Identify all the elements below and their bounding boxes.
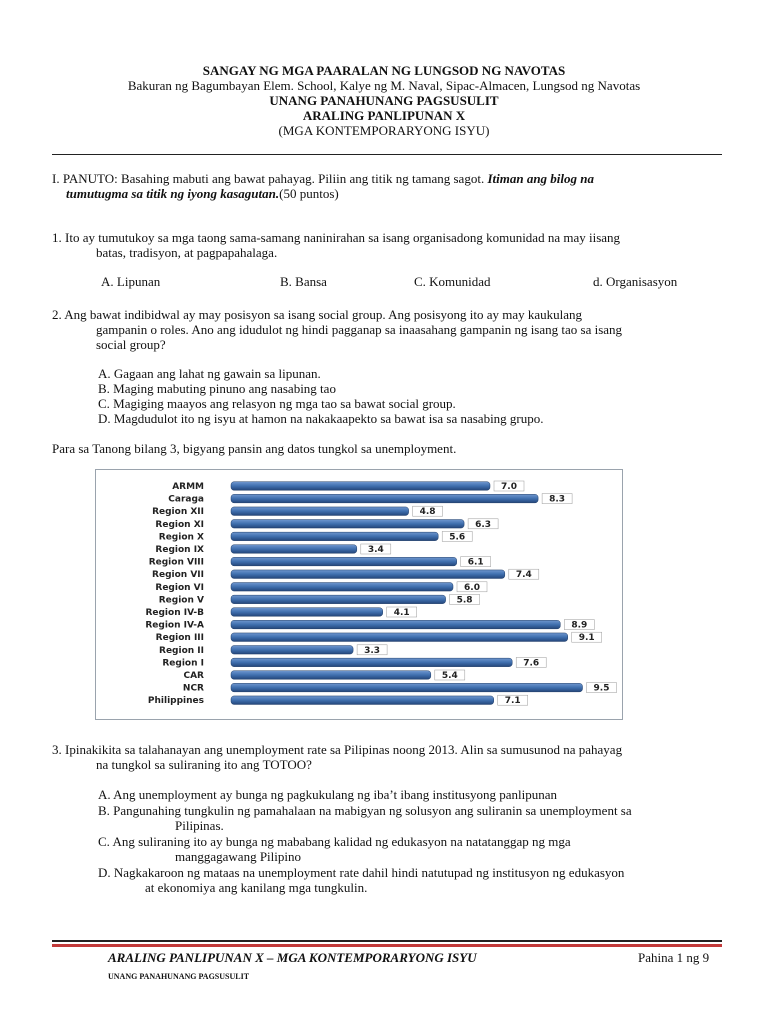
chart-category-label: Region VI xyxy=(155,582,204,593)
school-address: Bakuran ng Bagumbayan Elem. School, Kalye ng M. Naval, Sipac-Almacen, Lungsod ng Navotas xyxy=(127,78,641,93)
chart-bar xyxy=(231,658,512,667)
q3-option-b-cont: Pilipinas. xyxy=(175,818,224,833)
q1-line2: batas, tradisyon, at pagpapahalaga. xyxy=(96,245,278,260)
chart-bar xyxy=(231,570,505,579)
chart-bar xyxy=(231,557,457,566)
chart-bar xyxy=(231,696,494,705)
chart-category-label: Region VII xyxy=(152,570,204,581)
chart-data-label: 5.4 xyxy=(441,671,458,681)
page-number: Pahina 1 ng 9 xyxy=(638,950,710,965)
q2-option-d[interactable]: D. Magdudulot ito ng isyu at hamon na nakakaapekto sa bawat isa sa nasabing grupo. xyxy=(98,411,544,426)
chart-bar xyxy=(231,494,538,503)
q1-line1: 1. Ito ay tumutukoy sa mga taong sama-samang naninirahan sa isang organisadong komunidad na may iisang xyxy=(52,230,621,245)
chart-data-label: 3.3 xyxy=(364,645,381,656)
chart-category-label: Region IX xyxy=(155,545,204,555)
q3-line2: na tungkol sa suliraning ito ang TOTOO? xyxy=(96,757,312,772)
chart-category-label: Region I xyxy=(162,658,204,669)
chart-data-label: 7.4 xyxy=(515,570,532,581)
footer-rule xyxy=(52,940,722,942)
chart-category-label: Region XII xyxy=(152,507,204,518)
q3-option-c[interactable]: C. Ang suliraning ito ay bunga ng mababang kalidad ng edukasyon na natatanggap ng mga xyxy=(98,834,571,849)
chart-bar xyxy=(231,683,583,692)
instructions-emphasis-2: tumutugma sa titik ng iyong kasagutan. xyxy=(66,186,280,201)
chart-category-label: Caraga xyxy=(168,494,204,505)
chart-data-label: 6.3 xyxy=(475,519,492,530)
chart-data-label: 5.8 xyxy=(456,595,473,606)
chart-category-label: Region XI xyxy=(155,519,204,530)
chart-category-label: Region IV-B xyxy=(145,608,204,618)
q2-line2: gampanin o roles. Ano ang idudulot ng hindi pagganap sa inaasahang gampanin ng isang tao sa isang xyxy=(96,322,623,337)
exam-title: UNANG PANAHUNANG PAGSUSULIT xyxy=(269,93,499,108)
instructions xyxy=(52,171,724,186)
chart-bar xyxy=(231,671,431,680)
chart-data-label: 4.8 xyxy=(419,507,436,518)
q2-option-b[interactable]: B. Maging mabuting pinuno ang nasabing tao xyxy=(98,381,336,396)
school-division: SANGAY NG MGA PAARALAN NG LUNGSOD NG NAVOTAS xyxy=(202,63,566,78)
chart-category-label: Region X xyxy=(158,532,204,543)
chart-bar xyxy=(231,482,490,491)
chart-category-label: Region VIII xyxy=(148,557,204,568)
chart-data-label: 7.6 xyxy=(523,658,540,669)
chart-data-label: 8.9 xyxy=(571,620,588,631)
unemployment-bar-chart xyxy=(96,470,622,719)
header-divider xyxy=(52,154,722,155)
q3-option-b[interactable]: B. Pangunahing tungkulin ng pamahalaan na mabigyan ng solusyon ang suliranin sa unemployment sa xyxy=(98,803,632,818)
chart-bar xyxy=(231,620,560,629)
q3-option-d[interactable]: D. Nagkakaroon ng mataas na unemployment rate dahil hindi natutupad ng institusyon ng edukasyon xyxy=(98,865,625,880)
chart-data-label: 9.5 xyxy=(593,683,610,694)
chart-bar xyxy=(231,545,357,554)
chart-bar xyxy=(231,532,438,541)
chart-category-label: Region III xyxy=(155,633,204,644)
chart-category-label: Region V xyxy=(158,595,204,606)
chart-bar xyxy=(231,520,464,529)
footer-subtitle: UNANG PANAHUNANG PAGSUSULIT xyxy=(108,972,250,981)
chart-bar xyxy=(231,633,568,642)
subject-subtitle: (MGA KONTEMPORARYONG ISYU) xyxy=(278,123,490,138)
chart-data-label: 6.0 xyxy=(464,582,480,593)
q3-option-a[interactable]: A. Ang unemployment ay bunga ng pagkukulang ng iba’t ibang institusyong panlipunan xyxy=(98,787,558,802)
chart-category-label: Region IV-A xyxy=(145,620,204,631)
chart-data-label: 7.1 xyxy=(504,696,521,707)
unemployment-chart xyxy=(95,469,623,720)
q2-option-a[interactable]: A. Gagaan ang lahat ng gawain sa lipunan. xyxy=(98,366,321,381)
chart-bar xyxy=(231,608,383,617)
subject-title: ARALING PANLIPUNAN X xyxy=(302,108,466,123)
chart-data-label: 9.1 xyxy=(578,633,595,644)
q2-option-c[interactable]: C. Magiging maayos ang relasyon ng mga tao sa bawat social group. xyxy=(98,396,456,411)
q1-option-c[interactable]: C. Komunidad xyxy=(414,274,491,289)
chart-data-label: 5.6 xyxy=(449,532,466,543)
chart-data-label: 3.4 xyxy=(367,545,384,555)
q3-option-c-cont: manggagawang Pilipino xyxy=(175,849,302,864)
chart-bar xyxy=(231,583,453,592)
chart-data-label: 6.1 xyxy=(467,557,484,568)
instructions-text: I. PANUTO: Basahing mabuti ang bawat pahayag. Piliin ang titik ng tamang sagot. xyxy=(52,171,485,186)
footer-title: ARALING PANLIPUNAN X – MGA KONTEMPORARYONG ISYU xyxy=(108,950,477,965)
instructions-emphasis-1: Itiman ang bilog na xyxy=(487,171,595,186)
chart-data-label: 7.0 xyxy=(501,482,517,492)
instructions-line2 xyxy=(66,186,339,201)
chart-bar xyxy=(231,595,446,604)
chart-bar xyxy=(231,646,353,655)
q3-line1: 3. Ipinakikita sa talahanayan ang unemployment rate sa Pilipinas noong 2013. Alin sa sumusunod na pahayag xyxy=(52,742,623,757)
q1-option-d[interactable]: d. Organisasyon xyxy=(593,274,678,289)
q3-option-d-cont: at ekonomiya ang kanilang mga tungkulin. xyxy=(145,880,368,895)
chart-category-label: CAR xyxy=(183,671,204,681)
q3-intro: Para sa Tanong bilang 3, bigyang pansin ang datos tungkol sa unemployment. xyxy=(52,441,457,456)
chart-bar xyxy=(231,507,409,516)
q1-option-a[interactable]: A. Lipunan xyxy=(101,274,161,289)
q2-line3: social group? xyxy=(96,337,166,352)
chart-category-label: Philippines xyxy=(147,696,204,707)
footer-rule-accent xyxy=(52,944,722,947)
instructions-points: (50 puntos) xyxy=(279,186,339,201)
chart-category-label: ARMM xyxy=(172,482,204,492)
chart-data-label: 4.1 xyxy=(393,608,410,618)
chart-category-label: Region II xyxy=(159,645,204,656)
q2-line1: 2. Ang bawat indibidwal ay may posisyon sa isang social group. Ang posisyong ito ay may kaukulang xyxy=(52,307,583,322)
chart-category-label: NCR xyxy=(182,683,204,694)
chart-data-label: 8.3 xyxy=(549,494,566,505)
q1-option-b[interactable]: B. Bansa xyxy=(280,274,327,289)
